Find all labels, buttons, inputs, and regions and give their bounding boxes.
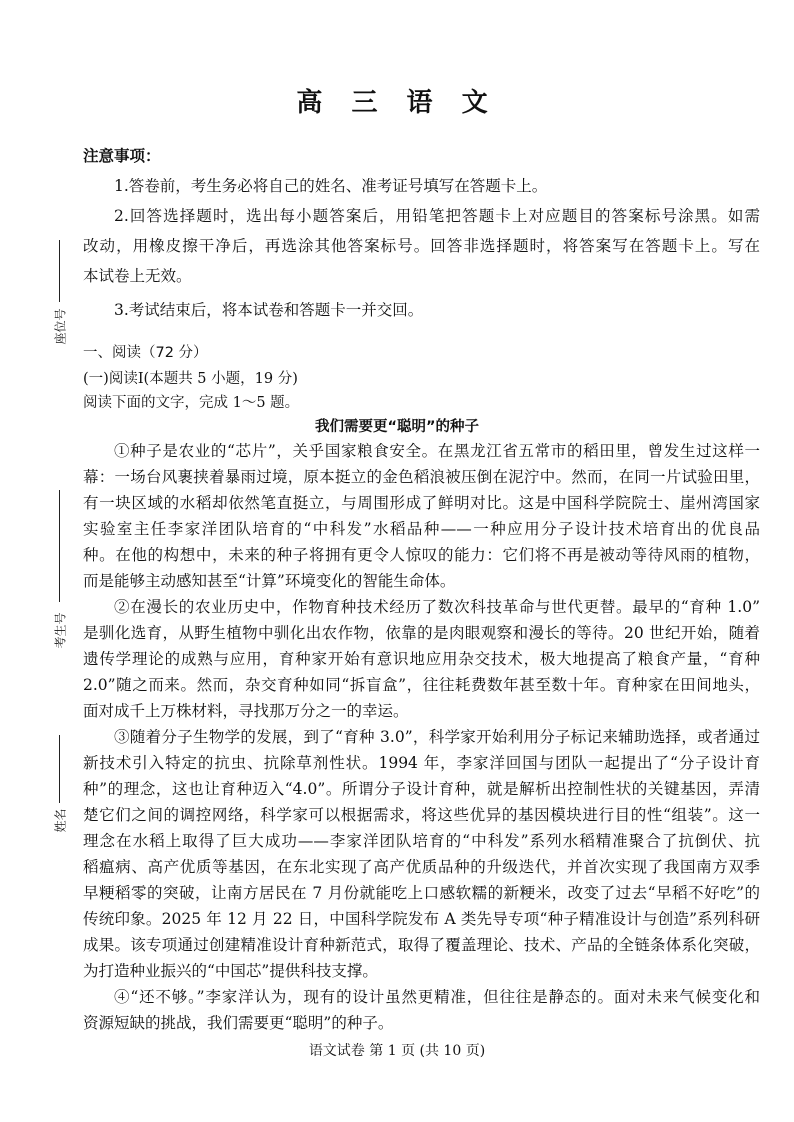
text-line: 1.答卷前，考生务必将自己的姓名、准考证号填写在答题卡上。 [114,177,548,195]
paragraph [83,171,760,201]
text-line: 改动，用橡皮擦干净后，再选涂其他答案标号。回答非选择题时，将答案写在答题卡上。写在 [83,237,760,255]
text-line: 实验室主任李家洋团队培育的“中科发”水稻品种——一种应用分子设计技术培育出的优良品 [83,520,760,538]
text-line: 本试卷上无效。 [83,267,192,285]
notice-list [83,171,760,325]
paragraph [83,438,760,594]
text-line: 幕：一场台风裹挟着暴雨过境，原本挺立的金色稻浪被压倒在泥泞中。然而，在同一片试验田里， [83,468,760,486]
section-sub: (一)阅读Ⅰ(本题共 5 小题，19 分) [83,371,298,387]
section-heading: 一、阅读（72 分） [83,345,208,361]
text-line: 2.回答选择题时，选出每小题答案后，用铅笔把答题卡上对应题目的答案标号涂黑。如需 [114,207,760,225]
page-footer: 语文试卷 第 1 页 (共 10 页) [308,1043,486,1059]
name-line [59,735,60,803]
text-line: ②在漫长的农业历史中，作物育种技术经历了数次科技革命与世代更替。最早的“育种 1.0” [114,598,760,616]
text-line: ③随着分子生物学的发展，到了“育种 3.0”，科学家开始利用分子标记来辅助选择，或者通过 [114,728,760,746]
text-line: 是驯化选育，从野生植物中驯化出农作物，依靠的是肉眼观察和漫长的等待。20 世纪开始，随着 [83,624,760,642]
text-line: 成果。该专项通过创建精准设计育种新范式，取得了覆盖理论、技术、产品的全链条体系化突破， [83,936,760,954]
text-line: 楚它们之间的调控网络，科学家可以根据需求，将这些优异的基因模块进行目的性“组装”。这一 [83,806,760,824]
text-line: 为打造种业振兴的“中国芯”提供科技支撑。 [83,962,378,980]
paragraph [83,724,760,984]
text-line: 3.考试结束后，将本试卷和答题卡一并交回。 [114,301,424,319]
instruction: 阅读下面的文字，完成 1～5 题。 [83,395,300,411]
paragraph [83,594,760,724]
text-line: ①种子是农业的“芯片”，关乎国家粮食安全。在黑龙江省五常市的稻田里，曾发生过这样一 [114,442,760,460]
text-line: 资源短缺的挑战，我们需要更“聪明”的种子。 [83,1014,394,1032]
article-body [83,438,760,1036]
notice-heading: 注意事项： [83,146,161,165]
exam-no-label: 考生号 [53,612,68,649]
text-line: 稻瘟病、高产优质等基因，在东北实现了高产优质品种的升级迭代，并首次实现了我国南方双季 [83,858,760,876]
text-line: 而是能够主动感知甚至“计算”环境变化的智能生命体。 [83,572,456,590]
text-line: 新技术引入特定的抗虫、抗除草剂性状。1994 年，李家洋回国与团队一起提出了“分子设计育 [83,754,760,772]
text-line: 有一块区域的水稻却依然笔直挺立，与周围形成了鲜明对比。这是中国科学院院士、崖州湾国家 [83,494,760,512]
text-line: 理念在水稻上取得了巨大成功——李家洋团队培育的“中科发”系列水稻精准聚合了抗倒伏、抗 [83,832,760,850]
text-line: 种。在他的构想中，未来的种子将拥有更令人惊叹的能力：它们将不再是被动等待风雨的植物， [83,546,760,564]
paragraph [83,984,760,1036]
paragraph [83,295,760,325]
text-line: ④“还不够。”李家洋认为，现有的设计虽然更精准，但往往是静态的。面对未来气候变化和 [114,988,760,1006]
paragraph [83,201,760,291]
name-label: 姓名 [53,808,68,833]
text-line: 遗传学理论的成熟与应用，育种家开始有意识地应用杂交技术，极大地提高了粮食产量，“育种 [83,650,760,668]
text-line: 传统印象。2025 年 12 月 22 日，中国科学院发布 A 类先导专项“种子精准设计与创造”系列科研 [83,910,760,928]
article-title: 我们需要更“聪明”的种子 [314,419,480,435]
seat-line [59,240,60,302]
exam-no-line [59,490,60,602]
text-line: 2.0”随之而来。然而，杂交育种如同“拆盲盒”，往往耗费数年甚至数十年。育种家在田间地头， [83,676,760,694]
page-title: 高 三 语 文 [296,88,498,118]
text-line: 面对成千上万株材料，寻找那万分之一的幸运。 [83,702,409,720]
text-line: 早粳稻零的突破，让南方居民在 7 月份就能吃上口感软糯的新粳米，改变了过去“早稻不好吃”的 [83,884,760,902]
seat-label: 座位号 [53,308,68,345]
text-line: 种”的理念，这也让育种迈入“4.0”。所谓分子设计育种，就是解析出控制性状的关键基因，弄清 [83,780,760,798]
